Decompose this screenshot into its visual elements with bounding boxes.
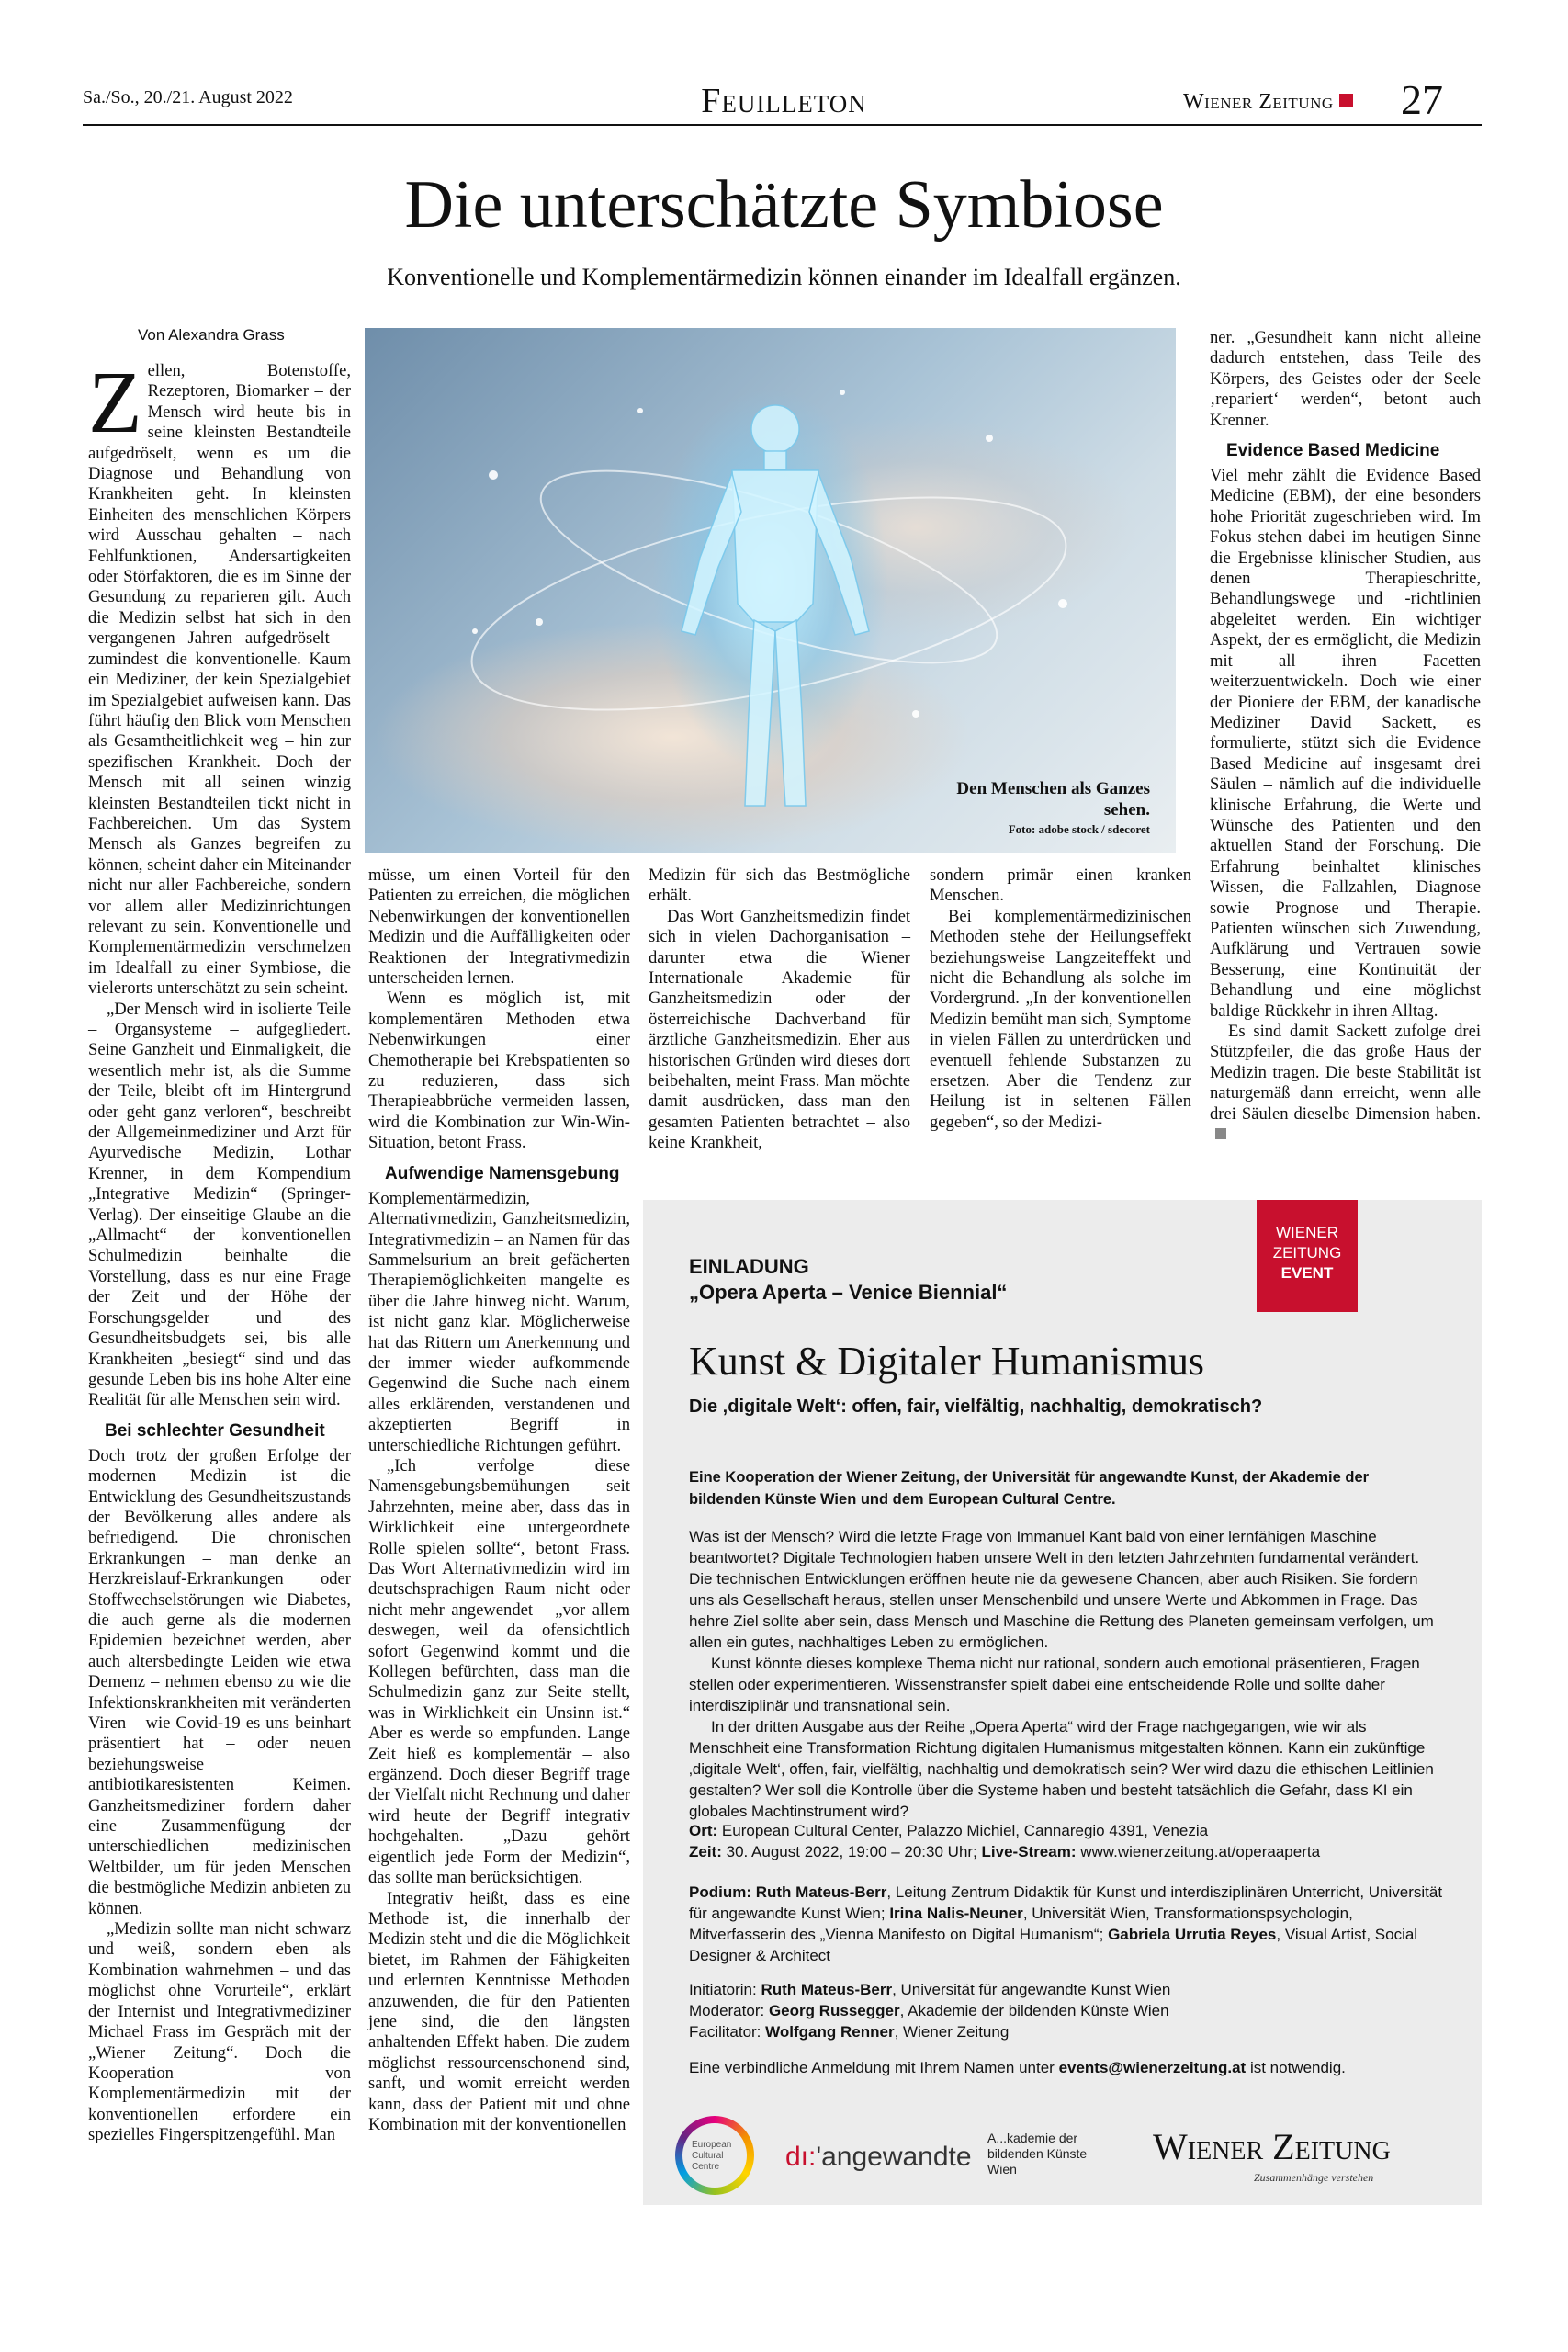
event-advertisement xyxy=(643,1200,1482,2205)
ad-body xyxy=(689,1526,1438,1822)
angewandte-logo: dı:'angewandte xyxy=(785,2142,972,2172)
ad-location-time: Ort: European Cultural Center, Palazzo Michiel, Cannaregio 4391, Venezia Zeit: 30. August 2022, 19:00 – 20:30 Uhr; Live-Stream: www.wienerzeitung.at/operaaperta xyxy=(689,1822,1321,1860)
paragraph: müsse, um einen Vorteil für den Patienten zu erreichen, die möglichen Nebenwirkungen der konventionellen Medizin und die Auffälligkeiten oder Reaktionen der Integrativmedizin unterscheiden lernen. xyxy=(368,865,630,989)
ad-title: Kunst & Digitaler Humanismus xyxy=(689,1339,1204,1384)
paragraph: Doch trotz der großen Erfolge der modernen Medizin ist die Entwicklung des Gesundheitszustands der Bevölkerung alles andere als befriedigend. Die chronischen Erkrankungen – man denke an Herzkreislauf-Erkrankungen oder Stoffwechselstörungen wie Diabetes, die auch gerne als die modernen Epidemien bezeichnet werden, aber auch altersbedingte Leiden wie etwa Demenz – nehmen ebenso zu wie die Infektionskrankheiten mit veränderten Viren – wie Covid-19 es uns beinhart präsentiert hat – oder neuen beziehungsweise antibiotikaresistenten Keimen. Ganzheitsmediziner fordern daher eine Zusammenfügung der unterschiedlichen medizinischen Weltbilder, um für jeden Menschen die bestmögliche Medizin anbieten zu können. xyxy=(88,1445,351,1918)
ad-paragraph: Kunst könnte dieses komplexe Thema nicht nur rational, sondern auch emotional präsentieren, Fragen stellen oder experimentieren. Wissenstransfer spielt dabei eine entscheidende Rolle und sollte daher interdisziplinär und transnational sein. xyxy=(689,1655,1420,1714)
paragraph: „Medizin sollte man nicht schwarz und weiß, sondern eben als Kombination wahrnehmen – und das möglichst ohne Vorurteile“, erklärt der Internist und Integrativmediziner Michael Frass im Gespräch mit der „Wiener Zeitung“. Doch die Kooperation von Komplementärmedizin mit der konventionellen erfordere ein spezielles Fingerspitzengefühl. Man xyxy=(88,1919,351,2145)
article-column-4 xyxy=(930,865,1191,1133)
ad-podium: Podium: Ruth Mateus-Berr, Leitung Zentrum Didaktik für Kunst und interdisziplinären Unterricht, Universität für angewandte Kunst Wien; Irina Nalis-Neuner, Universität Wien, Transformationspsychologin, Mitverfasserin des „Vienna Manifesto on Digital Humanism“; Gabriela Urrutia Reyes, Visual Artist, Social Designer & Architect xyxy=(689,1883,1443,1964)
registration-email-link[interactable]: events@wienerzeitung.at xyxy=(1058,2059,1247,2076)
ad-paragraph: Was ist der Mensch? Wird die letzte Frage von Immanuel Kant bald von einer lernfähigen Maschine beantwortet? Digitale Technologien haben unsere Welt in den letzten Jahrzehnten fundamental verändert. Die technischen Entwicklungen eröffnen heute nie da gewesene Chancen, aber auch Risiken. Sie fordern uns als Gesellschaft heraus, stellen unser Menschenbild und unsere Werte und Abkommen in Frage. Das hehre Ziel sollte aber sein, dass Mensch und Maschine die Rettung des Planeten gemeinsam verfolgen, um allen ein gutes, nachhaltiges Leben zu ermöglichen. xyxy=(689,1528,1434,1651)
issue-date: Sa./So., 20./21. August 2022 xyxy=(83,87,293,107)
paragraph: Wenn es möglich ist, mit komplementären Methoden etwa Nebenwirkungen einer Chemotherapie bei Krebspatienten so zu reduzieren, dass sich Therapieabbrüche vermeiden lassen, wird die Kombination zur Win-Win-Situation, betont Frass. xyxy=(368,989,630,1153)
ecc-logo-text: European Cultural Centre xyxy=(682,2123,747,2188)
ad-event-series: „Opera Aperta – Venice Biennial“ xyxy=(689,1281,1008,1304)
end-mark-icon xyxy=(1215,1128,1226,1139)
ad-registration: Eine verbindliche Anmeldung mit Ihrem Namen unter events@wienerzeitung.at ist notwendig. xyxy=(689,2059,1346,2076)
headline: Die unterschätzte Symbiose xyxy=(404,167,1164,243)
wiener-zeitung-logo: Wiener Zeitung xyxy=(1153,2126,1391,2167)
article-column-2 xyxy=(368,865,630,2135)
byline: Von Alexandra Grass xyxy=(138,326,285,344)
paragraph: „Der Mensch wird in isolierte Teile – Organsysteme – aufgegliedert. Seine Ganzheit und Einmaligkeit, die wesentlich mehr ist, als die Summe der Teile, bleibt oft im Hintergrund oder geht ganz verloren“, beschreibt der Allgemeinmediziner und Arzt für Ayurvedische Medizin, Lothar Krenner, in dem Kompendium „Integrative Medizin“ (Springer-Verlag). Der einseitige Glaube an die „Allmacht“ der konventionellen Schulmedizin beinhalte die Vorstellung, dass es nur eine Frage der Zeit und der Höhe der Forschungsgelder und des Gesundheitsbudgets sei, bis alle Krankheiten „besiegt“ sind und das gesunde Leben bis ins hohe Alter eine Realität für alle Menschen sein wird. xyxy=(88,999,351,1410)
event-tag: WIENER ZEITUNG EVENT xyxy=(1257,1200,1358,1312)
paragraph: ner. „Gesundheit kann nicht alleine dadurch entstehen, dass Teile des Körpers, des Geistes oder der Seele ‚repariert‘ werden“, betont auch Krenner. xyxy=(1210,328,1481,430)
paragraph: sondern primär einen kranken Menschen. xyxy=(930,865,1191,906)
photo-credit: Foto: adobe stock / sdecoret xyxy=(1008,822,1150,836)
masthead-logo-text: Wiener Zeitung xyxy=(1183,90,1334,114)
page-number: 27 xyxy=(1401,76,1443,123)
ecc-logo xyxy=(675,2116,754,2195)
paragraph: Bei komplementärmedizinischen Methoden stehe der Heilungseffekt beziehungsweise Langzeiteffekt und nicht die Behandlung als solche im Vordergrund. „In der konventionellen Medizin bemüht man sich, Symptome in vielen Fällen zu unterdrücken und eventuell fehlende Substanzen zu ersetzen. Aber die Tendenz zur Heilung ist in seltenen Fällen gegeben“, so der Medizi- xyxy=(930,906,1191,1132)
ad-cooperation: Eine Kooperation der Wiener Zeitung, der Universität für angewandte Kunst, der Akademie der bildenden Künste Wien und dem European Cultural Centre. xyxy=(689,1469,1370,1508)
photo-caption: Den Menschen als Ganzes sehen. xyxy=(956,779,1150,820)
dropcap: Z xyxy=(88,353,142,451)
paragraph: Integrativ heißt, dass es eine Methode ist, die innerhalb der Medizin steht und die die Möglichkeit bietet, im Rahmen der Fähigkeiten und erlernten Kenntnisse Methoden anzuwenden, die für den Patienten jene sind, die den längsten anhaltenden Effekt haben. Die zudem möglichst ressourcenschonend sind, sanft, und womit erreicht werden kann, dass der Patient mit und ohne Kombination mit der konventionellen xyxy=(368,1888,630,2134)
human-figure-illustration xyxy=(365,328,1176,853)
ad-invitation: EINLADUNG xyxy=(689,1255,809,1278)
paragraph: Es sind damit Sackett zufolge drei Stützpfeiler, die das große Haus der Medizin tragen. Die beste Stabilität ist naturgemäß dann erreicht, wenn alle drei Säulen dieselbe Dimension haben. xyxy=(1210,1022,1481,1145)
livestream-link[interactable]: www.wienerzeitung.at/operaaperta xyxy=(1080,1843,1321,1860)
ad-paragraph: In der dritten Ausgabe aus der Reihe „Opera Aperta“ wird der Frage nachgegangen, wie wir als Menschheit eine Transformation Richtung digitalen Humanismus mitgestalten können. Kann ein zukünftige ‚digitale Welt‘, offen, fair, vielfältig, nachhaltig und demokratisch sein? Wer wird dazu die ethischen Leitlinien gestalten? Wer soll die Kontrolle über die Systeme haben und besteht tatsächlich die Gefahr, dass KI ein globales Machtinstrument wird? xyxy=(689,1718,1434,1820)
subheading: Evidence Based Medicine xyxy=(1226,441,1440,461)
article-column-3 xyxy=(649,865,910,1154)
ad-subtitle: Die ‚digitale Welt‘: offen, fair, vielfältig, nachhaltig, demokratisch? xyxy=(689,1396,1263,1417)
logo-square-icon xyxy=(1339,94,1353,107)
subheadline: Konventionelle und Komplementärmedizin können einander im Idealfall ergänzen. xyxy=(387,264,1181,290)
section-title: Feuilleton xyxy=(701,82,867,120)
paragraph: Zellen, Botenstoffe, Rezeptoren, Biomarker – der Mensch wird heute bis in seine kleinsten Bestandteile aufgedröselt, wenn es um die Diagnose und Behandlung von Krankheiten geht. In kleinsten Einheiten des menschlichen Körpers wird Ausschau gehalten – nach Fehlfunktionen, Andersartigkeiten oder Störfaktoren, die es im Sinne der Gesundung zu reparieren gilt. Auch die Medizin selbst hat sich in den vergangenen Jahren aufgedröselt – zumindest die konventionelle. Kaum ein Mediziner, der kein Spezialgebiet im Spezialgebiet aufweisen kann. Das führt häufig den Blick vom Menschen als Gesamtheitlichkeit weg – hin zur spezifischen Krankheit. Doch der Mensch mit all seinen winzig kleinsten Bestandteilen tickt nicht in Fachbereichen. Um das System Mensch als Ganzes begreifen zu können, scheint daher ein Miteinander nicht nur aller Fachbereiche, sondern vor allem aller Medizinrichtungen relevant zu sein. Konventionelle und Komplementärmedizin verschmelzen im Idealfall zu einer Symbiose, die vielerorts unterschätzt zu sein scheint. xyxy=(88,353,351,999)
akademie-logo: A...kademie der bildenden Künste Wien xyxy=(987,2131,1088,2177)
paragraph: Das Wort Ganzheitsmedizin findet sich in vielen Dachorganisation – darunter etwa die Wiener Internationale Akademie für Ganzheitsmedizin oder der österreichische Dachverband für ärztliche Ganzheitsmedizin. Eher aus historischen Gründen wird dieses dort beibehalten, meint Frass. Man möchte damit ausdrücken, dass man den gesamten Patienten betrachtet – also keine Krankheit, xyxy=(649,906,910,1153)
header-rule xyxy=(83,124,1482,126)
paragraph: „Ich verfolge diese Namensgebungsbemühungen seit Jahrzehnten, meine aber, dass das in Wirklichkeit eine untergeordnete Rolle spielen sollte“, betont Frass. Das Wort Alternativmedizin wird im deutschsprachigen Raum nicht oder nicht mehr angewendet – „vor allem deswegen, weil da ofensichtlich sofort Gegenwind kommt und die Kollegen befürchten, dass man die Schulmedizin ganz zur Seite stellt, was in Wirklichkeit ein Unsinn ist.“ Aber es werde so empfunden. Lange Zeit hieß es komplementär – also ergänzend. Doch dieser Begriff trage der Vielfalt nicht Rechnung und daher wird heute der Begriff integrativ hochgehalten. „Dazu gehört eigentlich jede Form der Medizin“, das sollte man berücksichtigen. xyxy=(368,1455,630,1888)
ad-organizers: Initiatorin: Ruth Mateus-Berr, Universität für angewandte Kunst Wien Moderator: Georg Russegger, Akademie der bildenden Künste Wien Facilitator: Wolfgang Renner, Wiener Zeitung xyxy=(689,1981,1171,2041)
subheading: Aufwendige Namensgebung xyxy=(385,1163,620,1183)
subheading: Bei schlechter Gesundheit xyxy=(105,1420,325,1441)
paragraph: Viel mehr zählt die Evidence Based Medicine (EBM), der eine besonders hohe Priorität zugeschrieben wird. Im Fokus stehen dabei im heutigen Sinne die Ergebnisse klinischer Studien, aus denen Therapieschritte, Behandlungswege und -richtlinien abgeleitet werden. Ein wichtiger Aspekt, der es ermöglicht, die Medizin mit all ihren Facetten weiterzuentwickeln. Doch wie einer der Pioniere der EBM, der kanadische Mediziner David Sackett, es formulierte, stützt sich die Evidence Based Medicine auf insgesamt drei Säulen – nämlich auf die individuelle klinische Erfahrung, die Werte und Wünsche des Patienten und den aktuellen Stand der Forschung. Die Erfahrung beinhaltet klinisches Wissen, die Fallzahlen, Diagnose sowie Prognose und Therapie. Patienten wünschen sich Zuwendung, Aufklärung und Vertrauen sowie Besserung, eine Kontinuität der Behandlung und eine möglichst baldige Rückkehr in ihren Alltag. xyxy=(1210,466,1481,1021)
article-photo xyxy=(365,328,1176,853)
sponsor-logos xyxy=(643,2114,1482,2205)
masthead-logo xyxy=(1183,90,1353,115)
paragraph: Medizin für sich das Bestmögliche erhält. xyxy=(649,865,910,906)
wiener-zeitung-slogan: Zusammenhänge verstehen xyxy=(1254,2171,1374,2184)
paragraph: Komplementärmedizin, Alternativmedizin, Ganzheitsmedizin, Integrativmedizin – an Namen für das Sammelsurium an breit gefächerten Therapiemöglichkeiten mangelte es über die Jahre hinweg nicht. Warum, ist nicht ganz klar. Möglicherweise hat das Rittern um Anerkennung und der immer wieder aufkommende Gegenwind die Suche nach einem alles erklärenden, verstandenen und akzeptierten Begriff in unterschiedliche Richtungen geführt. xyxy=(368,1188,630,1455)
article-column-5 xyxy=(1210,328,1481,1145)
article-column-1 xyxy=(88,353,351,2146)
